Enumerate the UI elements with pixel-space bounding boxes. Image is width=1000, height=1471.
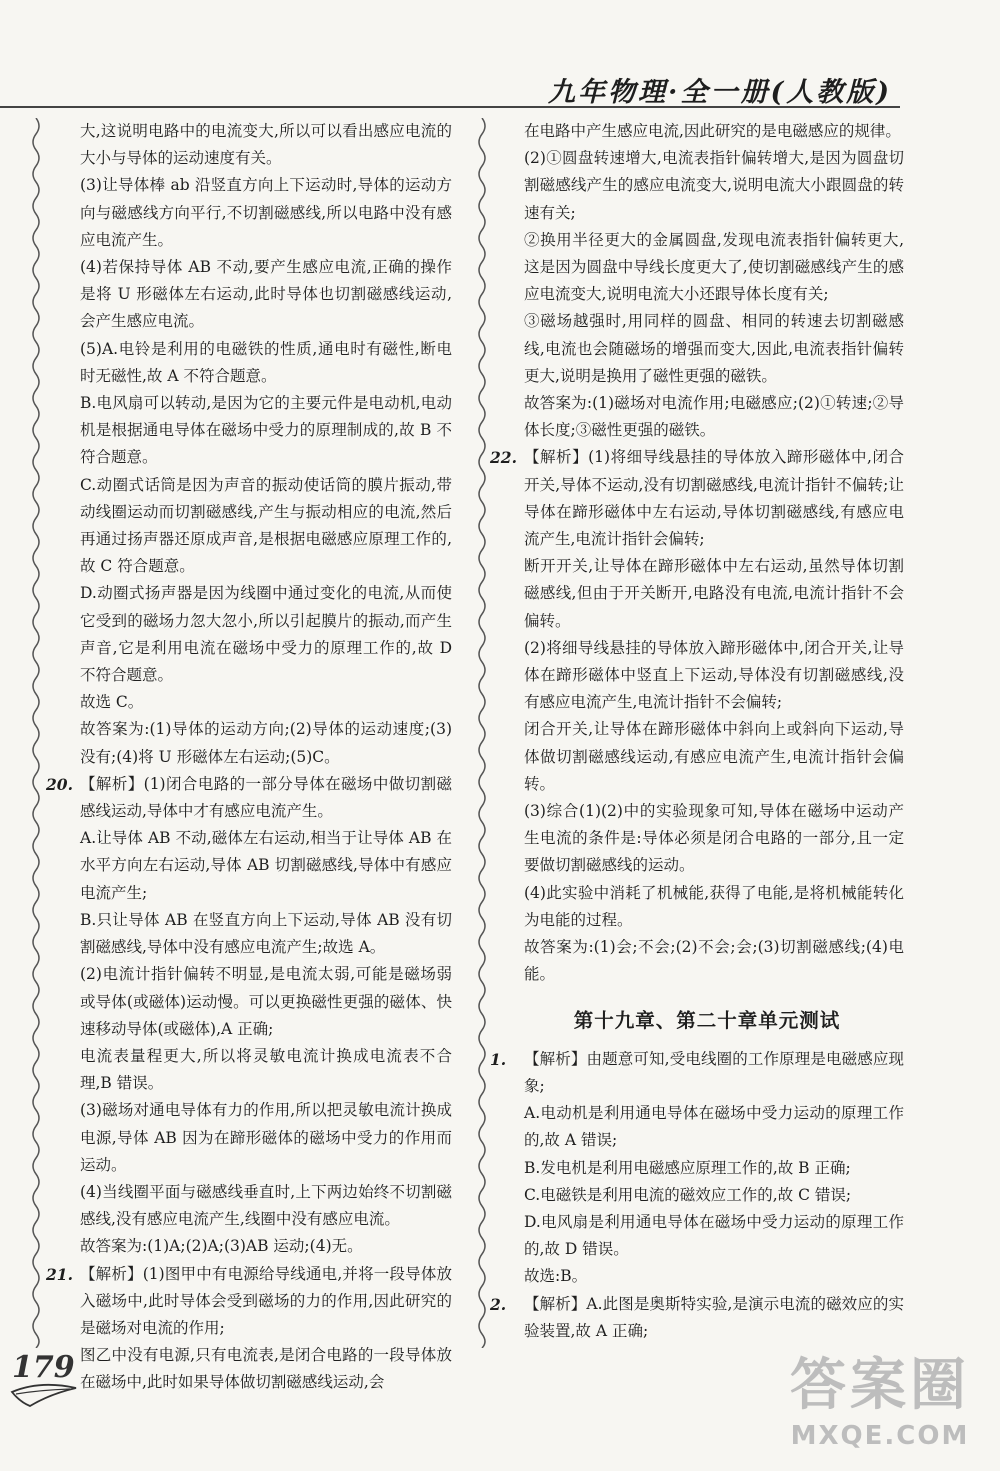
paragraph: 故选 C。 [80, 693, 144, 712]
paragraph: (3)磁场对通电导体有力的作用,所以把灵敏电流计换成电源,导体 AB 因为在蹄形磁体的磁场中受力的作用而运动。 [80, 1101, 452, 1174]
paragraph: 故答案为:(1)会;不会;(2)不会;会;(3)切割磁感线;(4)电能。 [524, 938, 904, 984]
question-number: 20. [46, 774, 73, 794]
paragraph: (2)①圆盘转速增大,电流表指针偏转增大,是因为圆盘切割磁感线产生的感应电流变大,说明电流大小跟圆盘的转速有关; [524, 149, 904, 222]
paragraph: C.动圈式话筒是因为声音的振动使话筒的膜片振动,带动线圈运动而切割磁感线,产生与振动相应的电流,然后再通过扬声器还原成声音,是根据电磁感应原理工作的,故 C 符合题意。 [80, 475, 452, 576]
paragraph: (3)综合(1)(2)中的实验现象可知,导体在磁场中运动产生电流的条件是:导体必须是闭合电路的一部分,且一定要做切割磁感线的运动。 [524, 802, 904, 875]
paragraph: A.电动机是利用通电导体在磁场中受力运动的原理工作的,故 A 错误; [524, 1104, 904, 1150]
paragraph: 大,这说明电路中的电流变大,所以可以看出感应电流的大小与导体的运动速度有关。 [80, 122, 452, 168]
page-number: 179 [12, 1350, 75, 1385]
watermark-url: MXQE.COM [790, 1421, 970, 1451]
paragraph: C.电磁铁是利用电流的磁效应工作的,故 C 错误; [524, 1185, 852, 1204]
watermark-logo: 答案圈 [790, 1353, 970, 1418]
paragraph: (4)当线圈平面与磁感线垂直时,上下两边始终不切割磁感线,没有感应电流产生,线圈中没有感应电流。 [80, 1182, 452, 1229]
paragraph [46, 771, 452, 825]
paragraph: (5)A.电铃是利用的电磁铁的性质,通电时有磁性,断电时无磁性,故 A 不符合题意。 [80, 339, 452, 385]
paragraph: 在电路中产生感应电流,因此研究的是电磁感应的规律。 [524, 122, 901, 140]
section-heading: 第十九章、第二十章单元测试 [573, 1008, 841, 1032]
header-divider [0, 106, 900, 108]
paragraph [490, 444, 904, 553]
paragraph: D.动圈式扬声器是因为线圈中通过变化的电流,从而使它受到的磁场力忽大忽小,所以引起膜片的振动,而产生声音,它是利用电流在磁场中受力的原理工作的,故 D 不符合题意。 [80, 584, 452, 685]
paragraph: (4)此实验中消耗了机械能,获得了电能,是将机械能转化为电能的过程。 [524, 883, 904, 929]
left-column [46, 118, 452, 1397]
center-decorative-border [476, 118, 488, 1348]
paragraph: 图乙中没有电源,只有电流表,是闭合电路的一段导体放在磁场中,此时如果导体做切割磁感线运动,会 [80, 1346, 452, 1392]
paragraph: 故答案为:(1)磁场对电流作用;电磁感应;(2)①转速;②导体长度;③磁性更强的磁铁。 [524, 394, 904, 440]
right-column [490, 118, 904, 1345]
paragraph: 故答案为:(1)A;(2)A;(3)AB 运动;(4)无。 [80, 1237, 363, 1256]
question-number: 22. [490, 448, 517, 468]
paragraph: 断开开关,让导体在蹄形磁体中左右运动,虽然导体切割磁感线,但由于开关断开,电路没有电流,电流计指针不会偏转。 [524, 557, 904, 630]
paragraph: A.让导体 AB 不动,磁体左右运动,相当于让导体 AB 在水平方向左右运动,导体 AB 切割磁感线,导体中有感应电流产生; [80, 829, 452, 902]
paragraph: (2)电流计指针偏转不明显,是电流太弱,可能是磁场弱或导体(或磁体)运动慢。可以更换磁性更强的磁体、快速移动导体(或磁体),A 正确; [80, 965, 452, 1038]
leaf-ornament-icon [10, 1372, 80, 1412]
paragraph [490, 1046, 904, 1100]
paragraph: ③磁场越强时,用同样的圆盘、相同的转速去切割磁感线,电流也会随磁场的增强而变大,因此,电流表指针偏转更大,说明是换用了磁性更强的磁铁。 [524, 312, 904, 385]
paragraph: (4)若保持导体 AB 不动,要产生感应电流,正确的操作是将 U 形磁体左右运动,此时导体也切割磁感线运动,会产生感应电流。 [80, 258, 452, 331]
question-number: 21. [46, 1264, 73, 1284]
paragraph: B.电风扇可以转动,是因为它的主要元件是电动机,电动机是根据通电导体在磁场中受力的原理制成的,故 B 不符合题意。 [80, 394, 452, 467]
question-number: 1. [490, 1049, 507, 1069]
paragraph [490, 1291, 904, 1345]
paragraph-text: 【解析】(1)将细导线悬挂的导体放入蹄形磁体中,闭合开关,导体不运动,没有切割磁感线,电流计指针不偏转;让导体在蹄形磁体中左右运动,导体切割磁感线,有感应电流产生,电流计指针会偏转; [524, 448, 904, 549]
paragraph: B.只让导体 AB 在竖直方向上下运动,导体 AB 没有切割磁感线,导体中没有感应电流产生;故选 A。 [80, 910, 452, 957]
question-number: 2. [490, 1294, 507, 1314]
paragraph-text: 【解析】由题意可知,受电线圈的工作原理是电磁感应现象; [524, 1049, 904, 1095]
paragraph [46, 1261, 452, 1343]
paragraph: 闭合开关,让导体在蹄形磁体中斜向上或斜向下运动,导体做切割磁感线运动,有感应电流产生,电流计指针会偏转。 [524, 720, 904, 793]
paragraph: D.电风扇是利用通电导体在磁场中受力运动的原理工作的,故 D 错误。 [524, 1212, 904, 1259]
paragraph: B.发电机是利用电磁感应原理工作的,故 B 正确; [524, 1158, 851, 1177]
watermark [790, 1341, 970, 1451]
paragraph: (2)将细导线悬挂的导体放入蹄形磁体中,闭合开关,让导体在蹄形磁体中竖直上下运动,导体没有切割磁感线,没有感应电流产生,电流计指针不会偏转; [524, 638, 904, 712]
paragraph: (3)让导体棒 ab 沿竖直方向上下运动时,导体的运动方向与磁感线方向平行,不切割磁感线,所以电路中没有感应电流产生。 [80, 176, 452, 249]
paragraph-text: 【解析】(1)图甲中有电源给导线通电,并将一段导体放入磁场中,此时导体会受到磁场的力的作用,因此研究的是磁场对电流的作用; [80, 1264, 452, 1337]
paragraph: 故选:B。 [524, 1267, 588, 1286]
paragraph: ②换用半径更大的金属圆盘,发现电流表指针偏转更大,这是因为圆盘中导线长度更大了,使切割磁感线产生的感应电流变大,说明电流大小还跟导体长度有关; [524, 230, 904, 304]
paragraph: 电流表量程更大,所以将灵敏电流计换成电流表不合理,B 错误。 [80, 1046, 452, 1093]
paragraph-text: 【解析】(1)闭合电路的一部分导体在磁场中做切割磁感线运动,导体中才有感应电流产生。 [80, 774, 452, 821]
paragraph: 故答案为:(1)导体的运动方向;(2)导体的运动速度;(3)没有;(4)将 U 形磁体左右运动;(5)C。 [80, 720, 452, 766]
book-title: 九年物理·全一册(人教版) [548, 77, 892, 108]
left-decorative-border [30, 118, 42, 1348]
paragraph-text: 【解析】A.此图是奥斯特实验,是演示电流的磁效应的实验装置,故 A 正确; [524, 1294, 904, 1340]
